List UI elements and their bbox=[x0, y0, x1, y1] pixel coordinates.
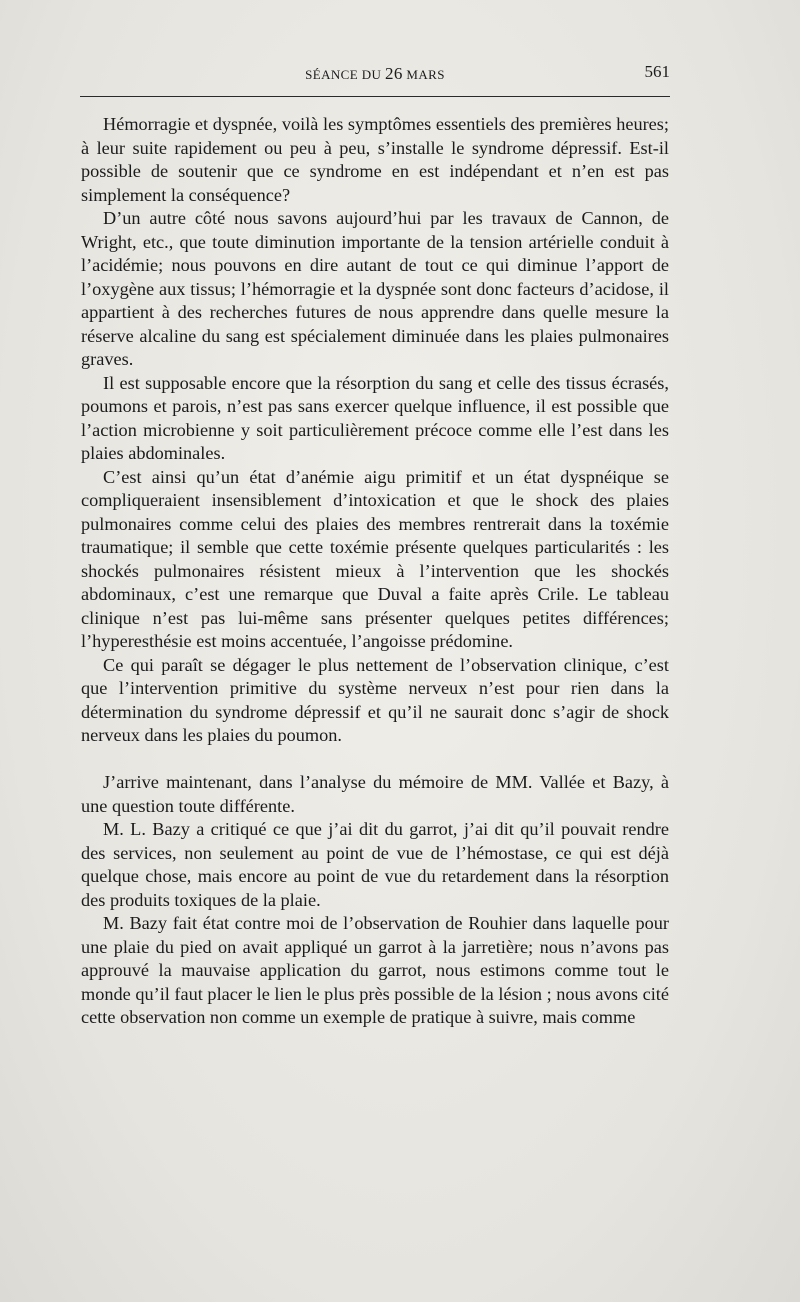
paragraph: Hémorragie et dyspnée, voilà les symptômes essentiels des premières heures; à leur suite rapidement ou peu à peu, s’installe le syndrome dépressif. Est-il possible de soutenir que ce syndrome en est indépendant et n’en est pas simplement la conséquence? bbox=[81, 114, 669, 205]
paragraph: D’un autre côté nous savons aujourd’hui par les travaux de Cannon, de Wright, etc., que toute diminution importante de la tension artérielle conduit à l’acidémie; nous pouvons en dire autant de tout ce qui diminue l’apport de l’oxygène aux tissus; l’hémorragie et la dyspnée sont donc facteurs d’acidose, il appartient à des recherches futures de nous apprendre dans quelle mesure la réserve alcaline du sang est spécialement diminuée dans les plaies pulmonaires graves. bbox=[81, 208, 669, 369]
running-title bbox=[80, 64, 670, 84]
body-text bbox=[81, 113, 669, 1030]
paragraph: C’est ainsi qu’un état d’anémie aigu primitif et un état dyspnéique se compliqueraient insensiblement d’intoxication et que le shock des plaies pulmonaires comme celui des plaies des membres rentrerait dans la toxémie traumatique; il semble que cette toxémie présente quelques particularités : les shockés pulmonaires résistent mieux à l’intervention que les shockés abdominaux, c’est une remarque que Duval a faite après Crile. Le tableau clinique n’est pas lui-même sans présenter quelques petites différences; l’hyperesthésie est moins accentuée, l’angoisse prédomine. bbox=[81, 466, 669, 651]
paragraph: M. Bazy fait état contre moi de l’observation de Rouhier dans laquelle pour une plaie du pied on avait appliqué un garrot à la jarretière; nous n’avons pas approuvé la mauvaise application du garrot, nous estimons comme tout le monde qu’il faut placer le lien le plus près possible de la lésion ; nous avons cité cette observation non comme un exemple de pratique à suivre, mais comme bbox=[81, 913, 669, 1027]
page-number: 561 bbox=[644, 62, 670, 81]
paragraph: J’arrive maintenant, dans l’analyse du mémoire de MM. Vallée et Bazy, à une question toute différente. bbox=[81, 772, 669, 816]
running-title-month: MARS bbox=[402, 67, 445, 82]
paragraph: Ce qui paraît se dégager le plus nettement de l’observation clinique, c’est que l’intervention primitive du système nerveux n’est pour rien dans la détermination du syndrome dépressif et qu’il ne saurait donc s’agir de shock nerveux dans les plaies du poumon. bbox=[81, 654, 669, 745]
header-rule bbox=[80, 96, 670, 97]
running-head bbox=[80, 62, 670, 84]
running-title-pre: SÉANCE DU bbox=[305, 67, 385, 82]
running-title-date: 26 bbox=[384, 64, 403, 83]
paragraph: M. L. Bazy a critiqué ce que j’ai dit du garrot, j’ai dit qu’il pouvait rendre des services, non seulement au point de vue de l’hémostase, ce qui est déjà quelque chose, mais encore au point de vue du retardement dans la résorption des produits toxiques de la plaie. bbox=[81, 819, 669, 910]
paragraph: Il est supposable encore que la résorption du sang et celle des tissus écrasés, poumons et parois, n’est pas sans exercer quelque influence, il est possible que l’action microbienne y soit particulièrement précoce comme elle l’est dans les plaies abdominales. bbox=[81, 372, 669, 463]
